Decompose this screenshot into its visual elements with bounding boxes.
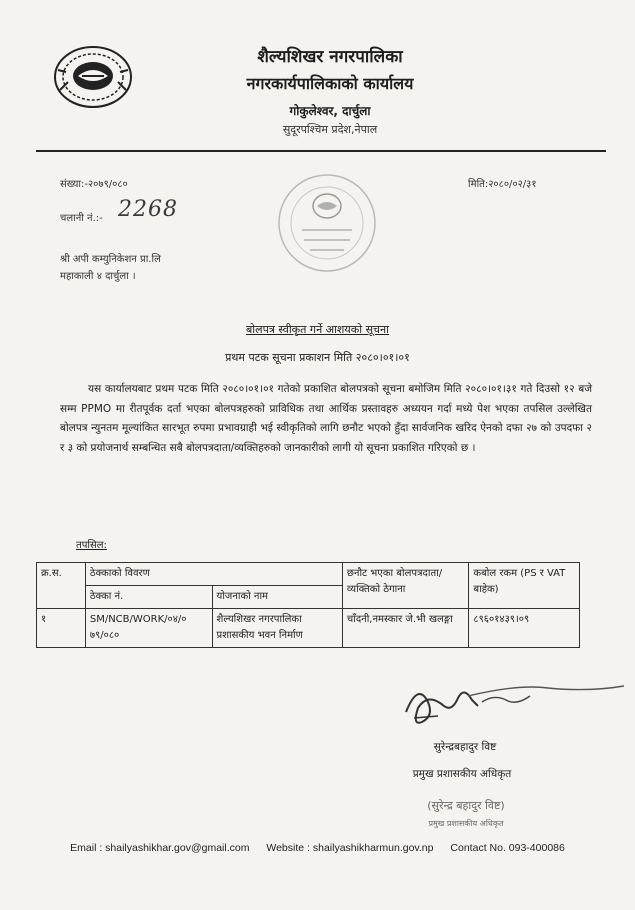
org-name: शैल्यशिखर नगरपालिका (257, 47, 403, 67)
dispatch-label: चलानी नं.:- (60, 213, 103, 224)
table-header-row (37, 563, 580, 586)
footer-website: Website : shailyashikharmun.gov.np (266, 842, 434, 854)
cell-bidder: चाँदनी,नमस्कार जे.भी खलङ्गा (342, 609, 469, 648)
office-stamp-seal (272, 168, 382, 278)
bid-details-table (36, 562, 580, 648)
header-divider (36, 150, 606, 152)
nepal-government-emblem-logo (52, 42, 134, 112)
header-bidder: छनौट भएका बोलपत्रदाता/व्यक्तिको ठेगाना (342, 563, 469, 609)
footer-contact: Contact No. 093-400086 (450, 842, 565, 854)
header-amount: कबोल रकम (PS र VAT बाहेक) (469, 563, 580, 609)
cell-amount: ८९६०१४३९।०९ (469, 609, 580, 648)
recipient-address: महाकाली ४ दार्चुला । (60, 271, 136, 282)
notice-body: यस कार्यालयबाट प्रथम पटक मिति २०८०।०१।०१ गतेको प्रकाशित बोलपत्रको सूचना बमोजिम मिति २०८०।०१।३१ गते दिउसो १२ बजे सम्म PPMO मा रीतपूर्वक दर्ता भएका बोलपत्रहरुको प्राविधिक तथा आर्थिक प्रस्तावहरु अध्ययन गर्दा मध्ये पेश भएका तपसिल उल्लेखित बोलपत्र न्युनतम मूल्यांकित सारभूत रुपमा प्रभावग्राही भई स्वीकृतिको लागि छनौट भएको हुँदा सार्वजनिक खरिद ऐनको दफा २७ को उपदफा २ र ३ को प्रयोजनार्थ सम्बन्धित सबै बोलपत्रदाता/व्यक्तिहरुको जानकारीको लागी यो सूचना प्रकाशित गरिएको छ । (60, 383, 592, 454)
office-address: गोकुलेश्वर, दार्चुला (289, 104, 371, 118)
signer-name: सुरेन्द्रबहादुर विष्ट (433, 741, 497, 753)
cell-project-name: शैल्यशिखर नगरपालिका प्रशासकीय भवन निर्माण (212, 609, 342, 648)
cell-contract-no: SM/NCB/WORK/०४/० ७९/०८० (85, 609, 212, 648)
table-row (37, 609, 580, 648)
title-stamp: प्रमुख प्रशासकीय अधिकृत (428, 819, 504, 828)
letter-date: मिति:२०८०/०२/३१ (468, 179, 537, 190)
cell-serial: १ (37, 609, 86, 648)
name-stamp: (सुरेन्द्र बहादुर विष्ट) (427, 799, 505, 812)
header-contract-details: ठेक्काको विवरण (85, 563, 342, 586)
reference-number: संख्या:-२०७९/०८० (60, 179, 128, 190)
notice-subject: बोलपत्र स्वीकृत गर्ने आशयको सूचना (246, 323, 389, 336)
handwritten-signature (398, 672, 628, 734)
province-line: सुदूरपश्चिम प्रदेश,नेपाल (282, 123, 378, 136)
details-label: तपसिल: (76, 540, 107, 551)
signer-title: प्रमुख प्रशासकीय अधिकृत (412, 768, 512, 780)
header-project-name: योजनाको नाम (212, 586, 342, 609)
header-contract-no: ठेक्का नं. (85, 586, 212, 609)
office-name: नगरकार्यपालिकाको कार्यालय (246, 74, 414, 93)
publication-date-line: प्रथम पटक सूचना प्रकाशन मिति २०८०।०१।०१ (225, 351, 410, 364)
letter-footer (0, 842, 635, 854)
header-serial: क्र.स. (37, 563, 86, 609)
footer-email: Email : shailyashikhar.gov@gmail.com (70, 842, 250, 854)
recipient-name: श्री अपी कम्युनिकेशन प्रा.लि (60, 254, 161, 265)
dispatch-number-handwritten: 2268 (118, 197, 178, 222)
